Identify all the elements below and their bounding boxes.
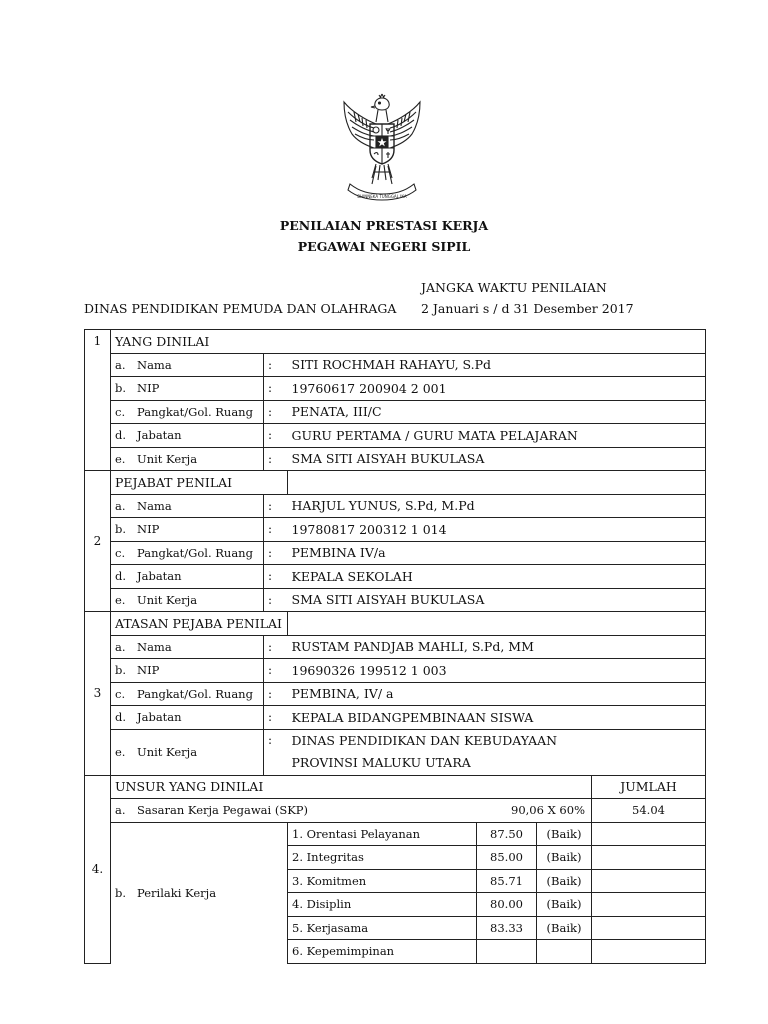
colon: : (264, 353, 288, 377)
section-number: 4. (85, 775, 111, 963)
colon: : (264, 400, 288, 424)
colon: : (264, 659, 288, 683)
behavior-grade: (Baik) (537, 869, 592, 893)
field-label: b. NIP (111, 518, 264, 542)
total-header: JUMLAH (592, 775, 706, 799)
section-title: YANG DINILAI (111, 330, 706, 354)
empty-cell (288, 612, 706, 636)
behavior-grade: (Baik) (537, 916, 592, 940)
table-row (85, 447, 706, 471)
field-value: 19780817 200312 1 014 (288, 518, 706, 542)
section-title: UNSUR YANG DINILAI (111, 775, 592, 799)
empty-cell (592, 822, 706, 846)
table-row (85, 518, 706, 542)
section-2-header (85, 471, 706, 495)
skp-calculation: 90,06 X 60% (477, 799, 592, 823)
colon: : (264, 494, 288, 518)
unit-kerja-line-2: PROVINSI MALUKU UTARA (291, 755, 471, 770)
colon: : (264, 682, 288, 706)
field-value: 19690326 199512 1 003 (288, 659, 706, 683)
colon: : (264, 541, 288, 565)
field-value: HARJUL YUNUS, S.Pd, M.Pd (288, 494, 706, 518)
table-row (85, 541, 706, 565)
table-row (85, 565, 706, 589)
table-row (85, 682, 706, 706)
section-3-header (85, 612, 706, 636)
field-label: c. Pangkat/Gol. Ruang (111, 682, 264, 706)
emblem-motto: BHINNEKA TUNGGAL IKA (357, 194, 407, 199)
field-label: b. NIP (111, 377, 264, 401)
field-label: c. Pangkat/Gol. Ruang (111, 400, 264, 424)
skp-total: 54.04 (592, 799, 706, 823)
field-value: KEPALA SEKOLAH (288, 565, 706, 589)
field-label: d. Jabatan (111, 706, 264, 730)
field-value: SITI ROCHMAH RAHAYU, S.Pd (288, 353, 706, 377)
table-row (85, 494, 706, 518)
colon: : (264, 518, 288, 542)
field-value: SMA SITI AISYAH BUKULASA (288, 588, 706, 612)
behavior-score: 85.00 (477, 846, 537, 870)
table-row (85, 635, 706, 659)
table-row (85, 659, 706, 683)
skp-row (85, 799, 706, 823)
section-1-header (85, 330, 706, 354)
behavior-grade: (Baik) (537, 822, 592, 846)
section-number: 1 (85, 330, 111, 471)
table-row (85, 353, 706, 377)
behavior-score: 87.50 (477, 822, 537, 846)
garuda-emblem-icon (338, 92, 426, 204)
field-value: SMA SITI AISYAH BUKULASA (288, 447, 706, 471)
behavior-item: 1. Orentasi Pelayanan (288, 822, 477, 846)
empty-cell (592, 869, 706, 893)
empty-cell (592, 893, 706, 917)
behavior-grade: (Baik) (537, 893, 592, 917)
colon: : (264, 565, 288, 589)
period-range: 2 Januari s / d 31 Desember 2017 (421, 301, 634, 316)
empty-cell (592, 940, 706, 964)
section-title: PEJABAT PENILAI (111, 471, 288, 495)
colon: : (264, 424, 288, 448)
table-row (85, 400, 706, 424)
behavior-grade (537, 940, 592, 964)
empty-cell (288, 471, 706, 495)
section-number: 2 (85, 471, 111, 612)
colon: : (264, 588, 288, 612)
behavior-score (477, 940, 537, 964)
section-number: 3 (85, 612, 111, 776)
assessment-table (84, 329, 706, 964)
behavior-item: 2. Integritas (288, 846, 477, 870)
field-label: a. Nama (111, 494, 264, 518)
field-value: KEPALA BIDANGPEMBINAAN SISWA (288, 706, 706, 730)
table-row (85, 424, 706, 448)
behavior-item: 4. Disiplin (288, 893, 477, 917)
table-row (85, 729, 706, 775)
field-label: e. Unit Kerja (111, 447, 264, 471)
colon: : (264, 377, 288, 401)
field-value: 19760617 200904 2 001 (288, 377, 706, 401)
agency-name: DINAS PENDIDIKAN PEMUDA DAN OLAHRAGA (84, 301, 397, 316)
empty-cell (592, 916, 706, 940)
document-title: PENILAIAN PRESTASI KERJA (279, 218, 489, 233)
field-value (288, 729, 706, 775)
behavior-score: 85.71 (477, 869, 537, 893)
field-label: e. Unit Kerja (111, 729, 264, 775)
colon: : (264, 447, 288, 471)
skp-label: a. Sasaran Kerja Pegawai (SKP) (111, 799, 477, 823)
field-label: d. Jabatan (111, 565, 264, 589)
field-value: PEMBINA IV/a (288, 541, 706, 565)
behavior-grade: (Baik) (537, 846, 592, 870)
unit-kerja-line-1: DINAS PENDIDIKAN DAN KEBUDAYAAN (291, 733, 558, 748)
behavior-item: 6. Kepemimpinan (288, 940, 477, 964)
behavior-score: 83.33 (477, 916, 537, 940)
period-label: JANGKA WAKTU PENILAIAN (421, 280, 607, 295)
document-subtitle: PEGAWAI NEGERI SIPIL (297, 239, 471, 254)
field-label: b. NIP (111, 659, 264, 683)
colon: : (264, 635, 288, 659)
section-title: ATASAN PEJABA PENILAI (111, 612, 288, 636)
field-value: PENATA, III/C (288, 400, 706, 424)
field-label: c. Pangkat/Gol. Ruang (111, 541, 264, 565)
table-row (85, 588, 706, 612)
field-label: d. Jabatan (111, 424, 264, 448)
field-label: e. Unit Kerja (111, 588, 264, 612)
empty-cell (592, 846, 706, 870)
behavior-item: 5. Kerjasama (288, 916, 477, 940)
field-value: GURU PERTAMA / GURU MATA PELAJARAN (288, 424, 706, 448)
colon: : (264, 706, 288, 730)
table-row (85, 377, 706, 401)
field-label: a. Nama (111, 635, 264, 659)
behavior-item: 3. Komitmen (288, 869, 477, 893)
behavior-score: 80.00 (477, 893, 537, 917)
behavior-row (85, 822, 706, 846)
behavior-label: b. Perilaki Kerja (111, 822, 288, 963)
section-4-header (85, 775, 706, 799)
table-row (85, 706, 706, 730)
field-label: a. Nama (111, 353, 264, 377)
field-value: PEMBINA, IV/ a (288, 682, 706, 706)
colon: : (264, 729, 288, 775)
field-value: RUSTAM PANDJAB MAHLI, S.Pd, MM (288, 635, 706, 659)
